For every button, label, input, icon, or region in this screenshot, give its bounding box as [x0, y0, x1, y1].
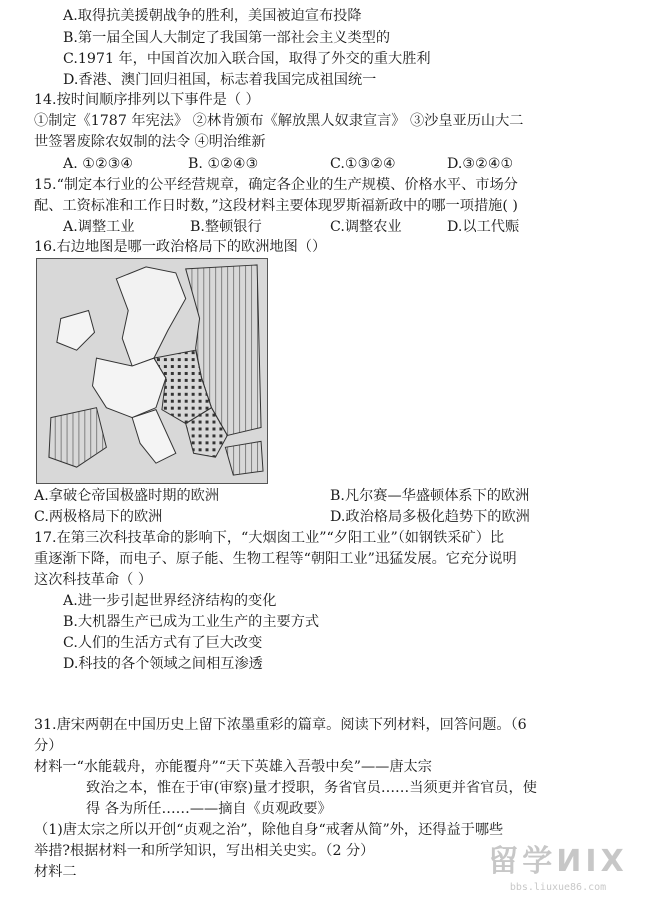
q14-stem: 14.按时间顺序排列以下事件是（ ） [34, 92, 260, 108]
q14-events-line1: ①制定《1787 年宪法》 ②林肯颁布《解放黑人奴隶宣言》 ③沙皇亚历山大二 [34, 113, 524, 129]
q31-material1-line2: 致治之本，惟在于审(审察)量才授职，务省官员……当须更并省官员，使 [86, 780, 537, 796]
q16-option-d: D.政治格局多极化趋势下的欧洲 [330, 509, 530, 525]
watermark-url: bbs.liuxue86.com [509, 882, 607, 893]
q17-option-b: B.大机器生产已成为工业生产的主要方式 [63, 614, 320, 630]
q31-material1-line3: 得 各为所任……——摘自《贞观政要》 [86, 801, 332, 817]
q15-option-b: B.整顿银行 [190, 219, 262, 235]
q15-option-d: D.以工代赈 [447, 219, 520, 235]
q31-material1-line1: 材料一“水能载舟，亦能覆舟”“天下英雄入吾彀中矣”——唐太宗 [34, 759, 432, 775]
q13-option-c: C.1971 年，中国首次加入联合国，取得了外交的重大胜利 [63, 51, 431, 67]
q14-option-d: D.③②④① [447, 156, 514, 172]
q16-stem: 16.右边地图是哪一政治格局下的欧洲地图（） [34, 239, 327, 255]
q17-stem-line2: 重逐渐下降，而电子、原子能、生物工程等“朝阳工业”迅猛发展。它充分说明 [34, 551, 517, 567]
q13-option-b: B.第一届全国人大制定了我国第一部社会主义类型的 [63, 30, 391, 46]
q17-option-c: C.人们的生活方式有了巨大改变 [63, 635, 263, 651]
q16-option-b: B.凡尔赛—华盛顿体系下的欧洲 [330, 488, 530, 504]
q15-option-a: A.调整工业 [63, 219, 135, 235]
q15-stem-line2: 配、工资标准和工作日时数，”这段材料主要体现罗斯福新政中的哪一项措施( ) [34, 198, 518, 214]
q16-option-a: A.拿破仑帝国极盛时期的欧洲 [34, 488, 220, 504]
europe-map-image [36, 258, 268, 484]
q13-option-a: A.取得抗美援朝战争的胜利，美国被迫宣布投降 [63, 8, 362, 24]
q15-option-c: C.调整农业 [330, 219, 402, 235]
q17-option-a: A.进一步引起世界经济结构的变化 [63, 593, 277, 609]
q14-option-b: B. ①②④③ [188, 156, 259, 172]
q15-stem-line1: 15.“制定本行业的公平经营规章，确定各企业的生产规模、价格水平、市场分 [34, 177, 518, 193]
q14-option-c: C.①③②④ [330, 156, 396, 172]
q17-option-d: D.科技的各个领域之间相互渗透 [63, 656, 263, 672]
q13-option-d: D.香港、澳门回归祖国，标志着我国完成祖国统一 [63, 72, 377, 88]
q31-stem-line2: 分） [34, 738, 63, 754]
q14-events-line2: 世签署废除农奴制的法令 ④明治维新 [34, 134, 266, 150]
site-watermark [473, 843, 643, 905]
q31-material2-label: 材料二 [34, 864, 77, 880]
watermark-logo: 留学ИIX [488, 844, 628, 879]
q31-sub1-line1: （1)唐太宗之所以开创“贞观之治”，除他自身“戒奢从简”外，还得益于哪些 [34, 822, 504, 838]
q17-stem-line1: 17.在第三次科技革命的影响下，“大烟囱工业”“夕阳工业”（如钢铁采矿）比 [34, 530, 505, 546]
q31-stem-line1: 31.唐宋两朝在中国历史上留下浓墨重彩的篇章。阅读下列材料，回答问题。（6 [34, 717, 527, 733]
q17-stem-line3: 这次科技革命（ ） [34, 572, 153, 588]
q16-option-c: C.两极格局下的欧洲 [34, 509, 163, 525]
q31-sub1-line2: 举措?根据材料一和所学知识，写出相关史实。（2 分） [34, 843, 375, 859]
q14-option-a: A. ①②③④ [63, 156, 134, 172]
